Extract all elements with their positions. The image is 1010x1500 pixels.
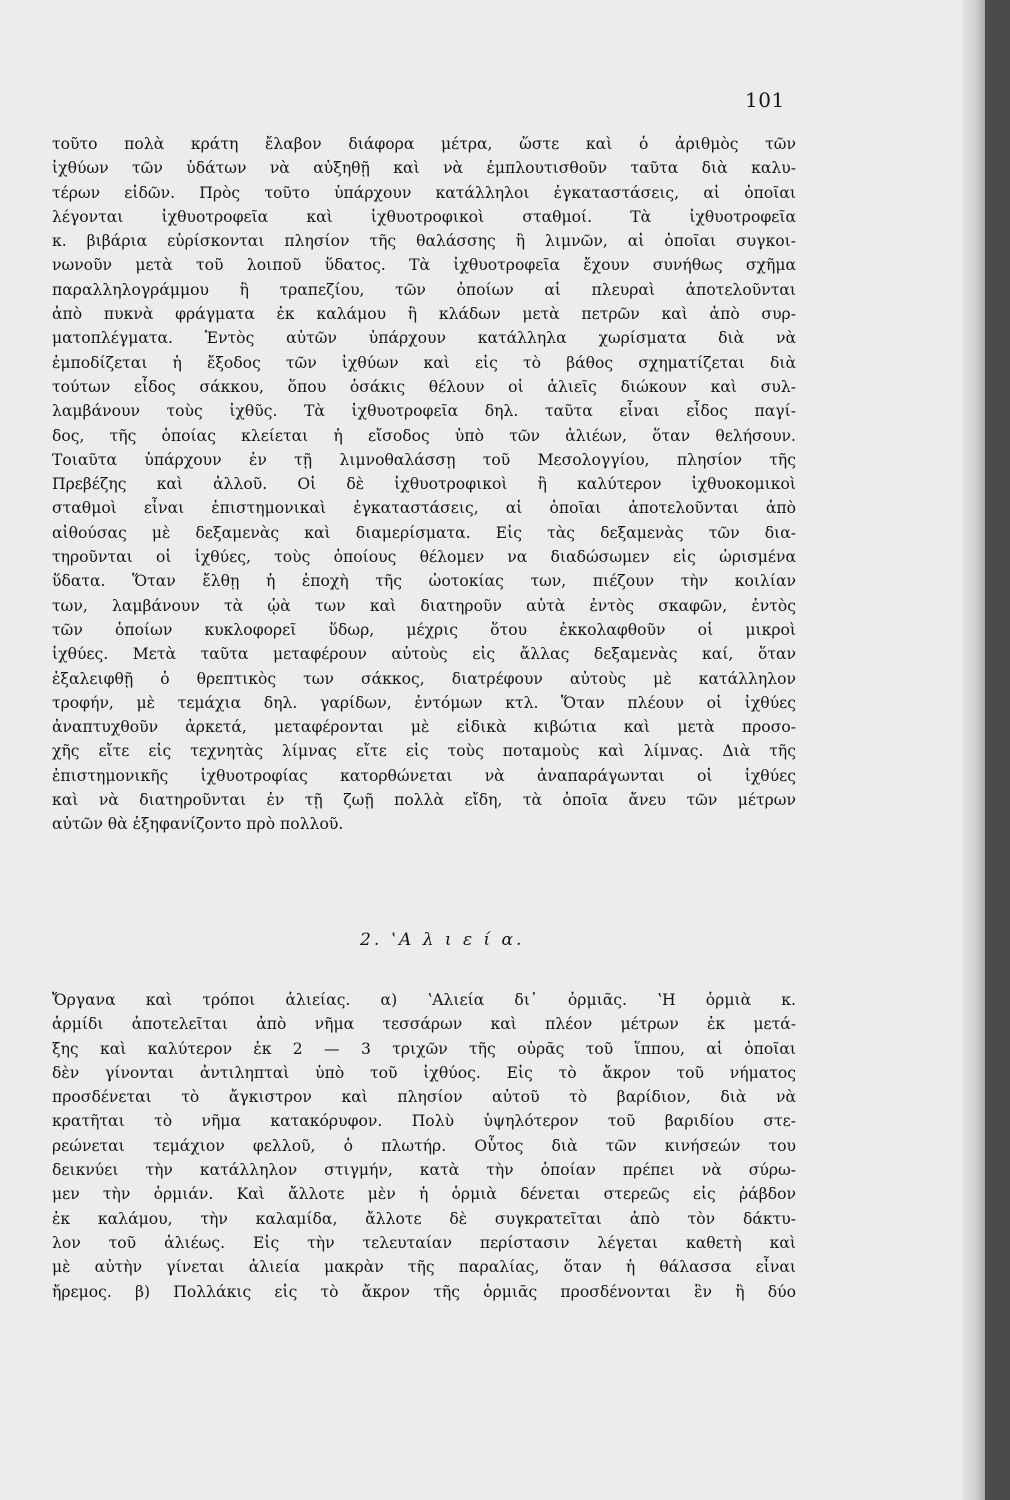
text-line: λαμβάνουν τοὺς ἰχθῦς. Τὰ ἰχθυοτροφεῖα δηλ. ταῦτα εἶναι εἶδος παγί- [52,402,796,421]
text-line: ξης καὶ καλύτερον ἐκ 2 — 3 τριχῶν τῆς οὐρᾶς τοῦ ἵππου, αἱ ὁποῖαι [52,1039,796,1058]
section-heading: 2. ʽΑ λ ι ε ί α. [360,930,525,950]
text-line: ἰχθύων τῶν ὑδάτων νὰ αὐξηθῇ καὶ νὰ ἐμπλουτισθοῦν ταῦτα διὰ καλυ- [52,159,796,178]
text-line: παραλληλογράμμου ἢ τραπεζίου, τῶν ὁποίων αἱ πλευραὶ ἀποτελοῦνται [52,280,796,299]
paragraph-fish-farming [52,132,796,837]
text-line: ἰχθύες. Μετὰ ταῦτα μεταφέρουν αὐτοὺς εἰς ἄλλας δεξαμενὰς καί, ὅταν [52,645,796,664]
text-line: κρατῆται τὸ νῆμα κατακόρυφον. Πολὺ ὑψηλότερον τοῦ βαριδίου στε- [52,1112,796,1131]
text-line: ἐξαλειφθῇ ὁ θρεπτικὸς των σάκκος, διατρέφουν αὐτοὺς μὲ κατάλληλον [52,669,796,688]
text-line: ἀπὸ πυκνὰ φράγματα ἐκ καλάμου ἢ κλάδων μετὰ πετρῶν καὶ ἀπὸ συρ- [52,305,796,324]
text-line: ματοπλέγματα. Ἐντὸς αὐτῶν ὑπάρχουν κατάλληλα χωρίσματα διὰ νὰ [52,329,796,348]
text-line: αἰθούσας μὲ δεξαμενὰς καὶ διαμερίσματα. Εἰς τὰς δεξαμενὰς τῶν δια- [52,523,796,542]
text-line: καὶ νὰ διατηροῦνται ἐν τῇ ζωῇ πολλὰ εἴδη, τὰ ὁποῖα ἄνευ τῶν μέτρων [52,791,796,810]
text-line: τηροῦνται οἱ ἰχθύες, τοὺς ὁποίους θέλομεν να διαδώσωμεν εἰς ὡρισμένα [52,548,796,567]
page-edge [962,0,985,1500]
text-line: ἐπιστημονικῆς ἰχθυοτροφίας κατορθώνεται νὰ ἀναπαράγωνται οἱ ἰχθύες [52,766,796,785]
page-number: 101 [745,88,785,112]
text-line: κ. βιβάρια εὑρίσκονται πλησίον τῆς θαλάσσης ἢ λιμνῶν, αἱ ὁποῖαι συγκοι- [52,232,796,251]
text-line: ἀρμίδι ἀποτελεῖται ἀπὸ νῆμα τεσσάρων καὶ πλέον μέτρων ἐκ μετά- [52,1015,796,1034]
text-line: ἀναπτυχθοῦν ἀρκετά, μεταφέρονται μὲ εἰδικὰ κιβώτια καὶ μετὰ προσο- [52,718,796,737]
text-line: αὐτῶν θὰ ἐξηφανίζοντο πρὸ πολλοῦ. [52,815,344,834]
text-line: τέρων εἰδῶν. Πρὸς τοῦτο ὑπάρχουν κατάλληλοι ἐγκαταστάσεις, αἱ ὁποῖαι [52,183,796,202]
text-line: Ὄργανα καὶ τρόποι ἁλιείας. α) ʽΑλιεία δι᾽ ὁρμιᾶς. ʽΗ ὁρμιὰ κ. [52,991,796,1009]
text-line: ἐκ καλάμου, τὴν καλαμίδα, ἄλλοτε δὲ συγκρατεῖται ἀπὸ τὸν δάκτυ- [52,1209,796,1228]
text-line: τροφήν, μὲ τεμάχια δηλ. γαρίδων, ἐντόμων κτλ. Ὅταν πλέουν οἱ ἰχθύες [52,693,796,712]
text-line: νωνοῦν μετὰ τοῦ λοιποῦ ὕδατος. Τὰ ἰχθυοτροφεῖα ἔχουν συνήθως σχῆμα [52,256,796,275]
text-line: λον τοῦ ἁλιέως. Εἰς τὴν τελευταίαν περίστασιν λέγεται καθετὴ καὶ [52,1233,796,1252]
text-line: ρεώνεται τεμάχιον φελλοῦ, ὁ πλωτήρ. Οὗτος διὰ τῶν κινήσεών του [52,1136,796,1155]
text-line: μὲ αὐτὴν γίνεται ἁλιεία μακρὰν τῆς παραλίας, ὅταν ἡ θάλασσα εἶναι [52,1258,796,1277]
text-line: τούτων εἶδος σάκκου, ὅπου ὁσάκις θέλουν οἱ ἁλιεῖς διώκουν καὶ συλ- [52,377,796,396]
text-line: λέγονται ἰχθυοτροφεῖα καὶ ἰχθυοτροφικοὶ σταθμοί. Τὰ ἰχθυοτροφεῖα [52,207,796,226]
text-line: ἐμποδίζεται ἡ ἔξοδος τῶν ἰχθύων καὶ εἰς τὸ βάθος σχηματίζεται διὰ [52,353,796,372]
text-line: δεικνύει τὴν κατάλληλον στιγμήν, κατὰ τὴν ὁποίαν πρέπει νὰ σύρω- [52,1161,796,1180]
text-line: μεν τὴν ὁρμιάν. Καὶ ἄλλοτε μὲν ἡ ὁρμιὰ δένεται στερεῶς εἰς ῥάβδον [52,1185,796,1204]
text-line: ἤρεμος. β) Πολλάκις εἰς τὸ ἄκρον τῆς ὁρμιᾶς προσδένονται ἓν ἢ δύο [52,1282,796,1301]
text-line: προσδένεται τὸ ἄγκιστρον καὶ πλησίον αὐτοῦ τὸ βαρίδιον, διὰ νὰ [52,1088,796,1107]
text-line: των, λαμβάνουν τὰ ᾠὰ των καὶ διατηροῦν αὐτὰ ἐντὸς σκαφῶν, ἐντὸς [52,596,796,615]
text-line: δὲν γίνονται ἀντιληπταὶ ὑπὸ τοῦ ἰχθύος. Εἰς τὸ ἄκρον τοῦ νήματος [52,1063,796,1082]
paragraph-fishing-tools [52,988,796,1304]
text-line: σταθμοὶ εἶναι ἐπιστημονικαὶ ἐγκαταστάσεις, αἱ ὁποῖαι ἀποτελοῦνται ἀπὸ [52,499,796,518]
text-line: δος, τῆς ὁποίας κλείεται ἡ εἴσοδος ὑπὸ τῶν ἁλιέων, ὅταν θελήσουν. [52,426,796,445]
text-line: τῶν ὁποίων κυκλοφορεῖ ὕδωρ, μέχρις ὅτου ἐκκολαφθοῦν οἱ μικροὶ [52,620,796,639]
text-line: Πρεβέζης καὶ ἀλλοῦ. Οἱ δὲ ἰχθυοτροφικοὶ ἢ καλύτερον ἰχθυοκομικοὶ [52,475,796,494]
text-line: τοῦτο πολὰ κράτη ἔλαβον διάφορα μέτρα, ὥστε καὶ ὁ ἀριθμὸς τῶν [52,135,796,153]
text-line: χῆς εἴτε εἰς τεχνητὰς λίμνας εἴτε εἰς τοὺς ποταμοὺς καὶ λίμνας. Διὰ τῆς [52,742,796,761]
text-line: ὕδατα. Ὅταν ἔλθῃ ἡ ἐποχὴ τῆς ὠοτοκίας των, πιέζουν τὴν κοιλίαν [52,572,796,591]
text-line: Τοιαῦτα ὑπάρχουν ἐν τῇ λιμνοθαλάσσῃ τοῦ Μεσολογγίου, πλησίον τῆς [52,450,796,469]
